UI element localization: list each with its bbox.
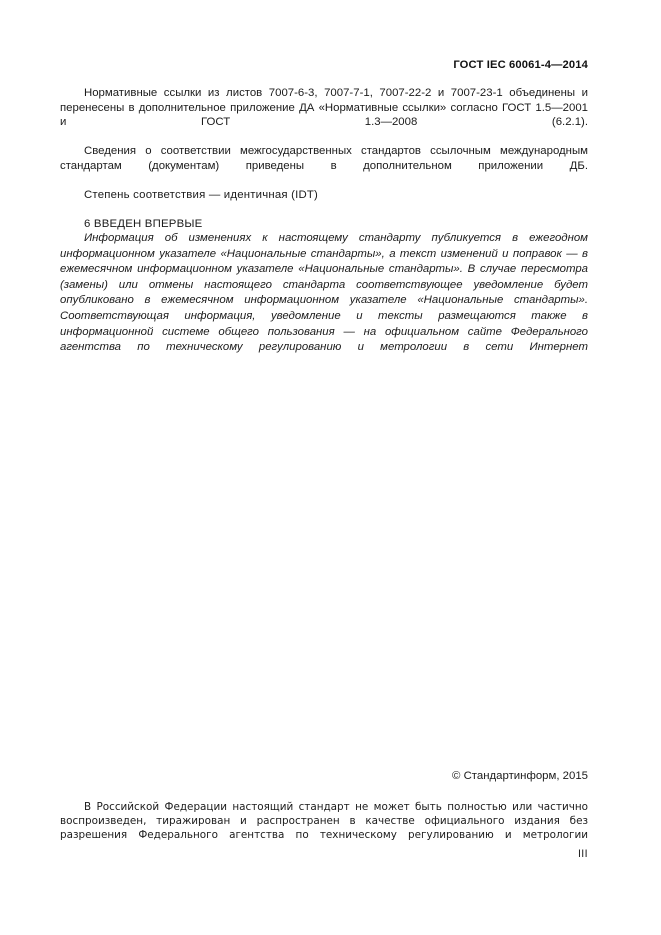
foreword-item-heading: 6 ВВЕДЕН ВПЕРВЫЕ <box>84 217 203 230</box>
page-number: III <box>577 848 588 860</box>
change-notice-text: Информация об изменениях к настоящему стандарту публикуется в ежегодном информационном указателе «Национальные стандарты», а текст изменений и поправок — в ежемесячном информационном указателе «Национальные стандарты». В случае пересмотра (замены) или отмены настоящего стандарта соответствующее уведомление будет опубликовано в ежемесячном информационном указателе «Национальные стандарты». Соответствующая информация, уведомление и тексты размещаются также в информационной системе общего пользования — на официальном сайте Федерального агентства по техническому регулированию и метрологии в сети Интернет <box>60 232 588 354</box>
copyright-line: © Стандартинформ, 2015 <box>452 770 588 782</box>
change-notice-block <box>60 231 588 371</box>
running-header: ГОСТ IEC 60061-4—2014 <box>453 59 588 71</box>
foreword-text-column <box>60 86 588 232</box>
legal-notice-text: В Российской Федерации настоящий стандарт не может быть полностью или частично воспроизведен, тиражирован и распространен в качестве официального издания без разрешения Федерального агентства по техническому регулированию и метрологии <box>60 801 588 842</box>
foreword-paragraph-2: Сведения о соответствии межгосударственных стандартов ссылочным международным стандартам (документам) приведены в дополнительном приложении ДБ. <box>60 145 588 172</box>
foreword-paragraph-1: Нормативные ссылки из листов 7007-6-3, 7007-7-1, 7007-22-2 и 7007-23-1 объединены и перенесены в дополнительное приложение ДА «Нормативные ссылки» согласно ГОСТ 1.5—2001 и ГОСТ 1.3—2008 (6.2.1). <box>60 87 588 129</box>
foreword-paragraph-3: Степень соответствия — идентичная (IDT) <box>84 188 319 201</box>
